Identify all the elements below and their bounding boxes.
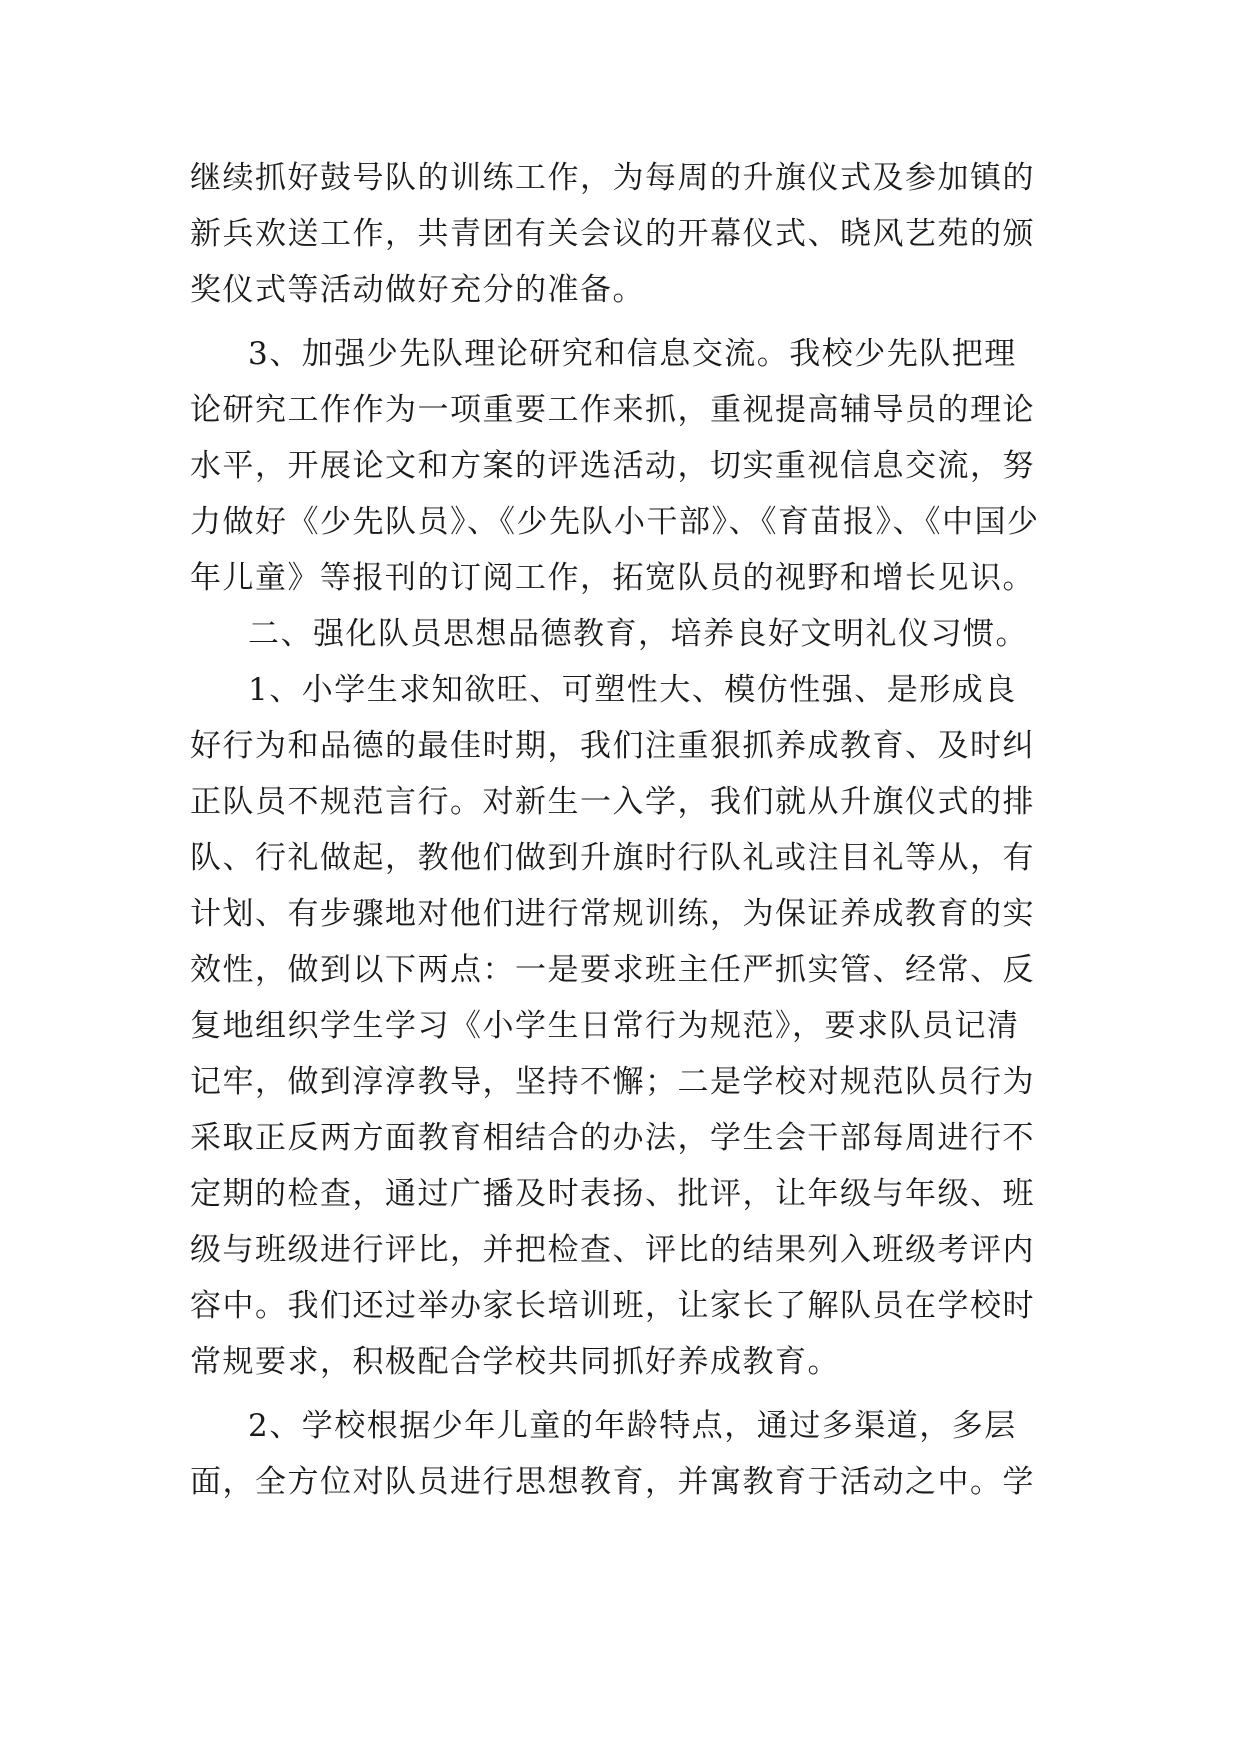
text-line-24: 面，全方位对队员进行思想教育，并寓教育于活动之中。学 [190, 1464, 1035, 1500]
text-line-6: 水平，开展论文和方案的评选活动，切实重视信息交流，努 [190, 448, 1035, 484]
document-body [190, 150, 1070, 1510]
text-line-21: 容中。我们还过举办家长培训班，让家长了解队员在学校时 [190, 1288, 1035, 1324]
text-line-10: 1、小学生求知欲旺、可塑性大、模仿性强、是形成良 [248, 672, 1017, 708]
text-line-3: 奖仪式等活动做好充分的准备。 [190, 272, 645, 308]
text-line-4: 3、加强少先队理论研究和信息交流。我校少先队把理 [248, 336, 1017, 372]
text-line-1: 继续抓好鼓号队的训练工作，为每周的升旗仪式及参加镇的 [190, 160, 1035, 196]
text-line-8: 年儿童》等报刊的订阅工作，拓宽队员的视野和增长见识。 [190, 560, 1035, 596]
section-heading: 二、强化队员思想品德教育，培养良好文明礼仪习惯。 [248, 616, 1028, 652]
text-line-5: 论研究工作作为一项重要工作来抓，重视提高辅导员的理论 [190, 392, 1035, 428]
text-line-18: 采取正反两方面教育相结合的办法，学生会干部每周进行不 [190, 1120, 1035, 1156]
text-line-12: 正队员不规范言行。对新生一入学，我们就从升旗仪式的排 [190, 784, 1035, 820]
text-line-14: 计划、有步骤地对他们进行常规训练，为保证养成教育的实 [190, 896, 1035, 932]
paragraph-gap [190, 318, 1070, 326]
text-line-23: 2、学校根据少年儿童的年龄特点，通过多渠道，多层 [248, 1408, 1017, 1444]
text-line-2: 新兵欢送工作，共青团有关会议的开幕仪式、晓风艺苑的颁 [190, 216, 1035, 252]
text-line-13: 队、行礼做起，教他们做到升旗时行队礼或注目礼等从，有 [190, 840, 1035, 876]
text-line-20: 级与班级进行评比，并把检查、评比的结果列入班级考评内 [190, 1232, 1035, 1268]
text-line-19: 定期的检查，通过广播及时表扬、批评，让年级与年级、班 [190, 1176, 1035, 1212]
text-line-11: 好行为和品德的最佳时期，我们注重狠抓养成教育、及时纠 [190, 728, 1035, 764]
text-line-17: 记牢，做到淳淳教导，坚持不懈；二是学校对规范队员行为 [190, 1064, 1035, 1100]
text-line-22: 常规要求，积极配合学校共同抓好养成教育。 [190, 1344, 840, 1380]
text-line-15: 效性，做到以下两点：一是要求班主任严抓实管、经常、反 [190, 952, 1035, 988]
text-line-7: 力做好《少先队员》、《少先队小干部》、《育苗报》、《中国少 [190, 504, 1040, 540]
text-line-16: 复地组织学生学习《小学生日常行为规范》，要求队员记清 [190, 1008, 1020, 1044]
paragraph-gap [190, 1390, 1070, 1398]
